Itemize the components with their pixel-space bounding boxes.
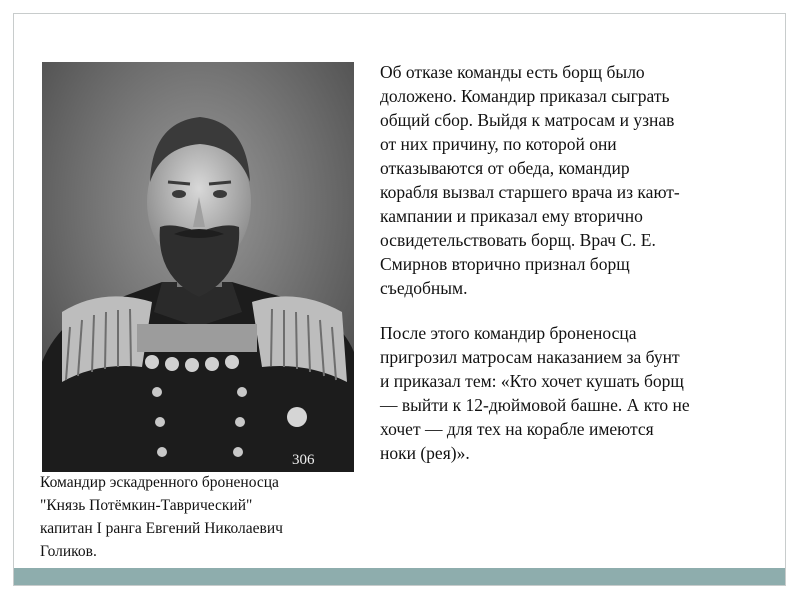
paragraph-line: После этого командир броненосца <box>380 323 637 343</box>
paragraph-line: — выйти к 12-дюймовой башне. А кто не <box>380 395 690 415</box>
paragraph-line: доложено. Командир приказал сыграть <box>380 86 670 106</box>
paragraph-line: кампании и приказал ему вторично <box>380 206 643 226</box>
paragraph-2 <box>380 321 778 465</box>
photo-stamp-number: 306 <box>292 452 315 468</box>
paragraph-line: общий сбор. Выйдя к матросам и узнав <box>380 110 675 130</box>
footer-bar <box>14 568 785 585</box>
slide <box>13 13 786 586</box>
paragraph-line: ноки (рея)». <box>380 443 470 463</box>
paragraph-1 <box>380 60 778 300</box>
paragraph-line: хочет — для тех на корабле имеются <box>380 419 654 439</box>
caption-line: Командир эскадренного броненосца <box>40 474 279 491</box>
paragraph-line: съедобным. <box>380 278 468 298</box>
paragraph-line: пригрозил матросам наказанием за бунт <box>380 347 680 367</box>
paragraph-line: корабля вызвал старшего врача из кают- <box>380 182 680 202</box>
caption-line: "Князь Потёмкин-Таврический" <box>40 497 253 514</box>
portrait-photo <box>42 62 354 472</box>
paragraph-line: и приказал тем: «Кто хочет кушать борщ <box>380 371 684 391</box>
paragraph-line: Смирнов вторично признал борщ <box>380 254 630 274</box>
photo-caption <box>40 471 375 563</box>
paragraph-line: Об отказе команды есть борщ было <box>380 62 645 82</box>
caption-line: капитан I ранга Евгений Николаевич <box>40 520 283 537</box>
paragraph-line: отказываются от обеда, командир <box>380 158 630 178</box>
paragraph-line: освидетельствовать борщ. Врач С. Е. <box>380 230 656 250</box>
caption-line: Голиков. <box>40 543 97 560</box>
paragraph-line: от них причину, по которой они <box>380 134 617 154</box>
portrait-illustration <box>42 62 354 472</box>
body-text <box>380 60 778 486</box>
